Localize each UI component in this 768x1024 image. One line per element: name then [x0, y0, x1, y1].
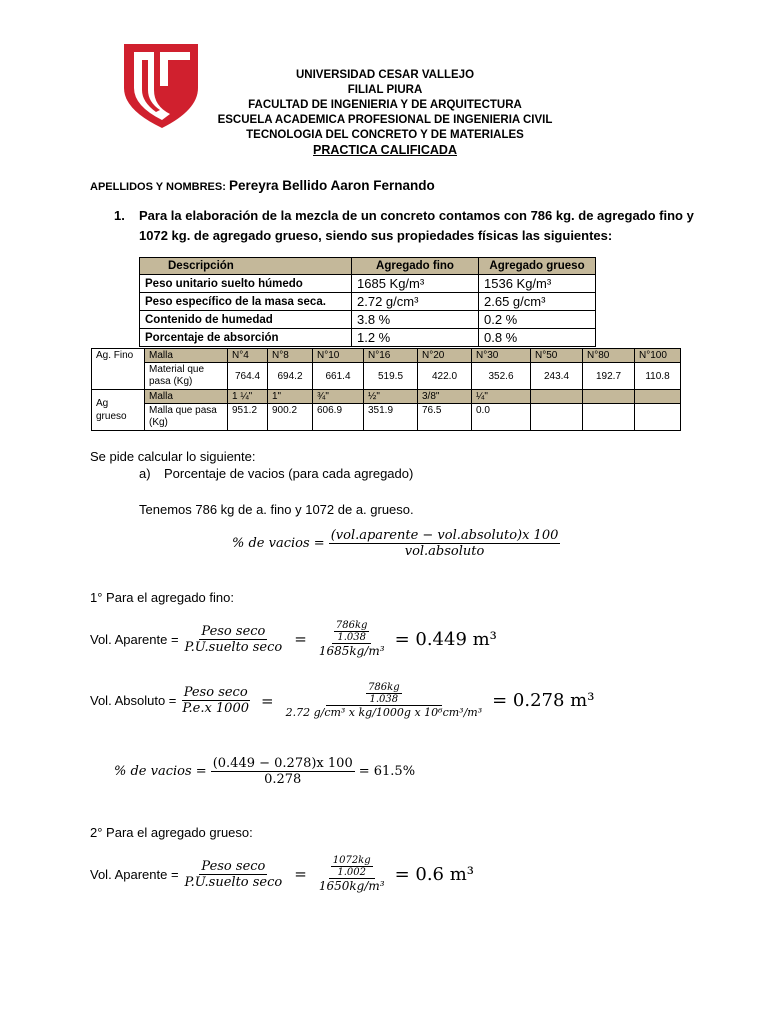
table-cell: 2.72 g/cm³	[352, 293, 479, 311]
formula-denominator: P.U.suelto seco	[184, 874, 283, 890]
table-cell: 0.2 %	[479, 311, 596, 329]
formula-denominator: 1650kg/m³	[318, 879, 385, 893]
formula-fraction	[329, 528, 561, 559]
table-header	[583, 390, 635, 404]
student-row	[90, 178, 435, 193]
table-header-row	[140, 258, 596, 275]
table-cell	[531, 404, 583, 431]
table-cell	[635, 404, 681, 431]
formula-fraction	[211, 756, 355, 787]
inner-denominator: 1.038	[337, 632, 366, 643]
formula-numerator: Peso seco	[183, 685, 248, 700]
request-text: Se pide calcular lo siguiente:	[90, 449, 256, 464]
table-cell: 519.5	[364, 363, 418, 390]
table-header: N°10	[313, 349, 364, 363]
formula-numerator: (vol.aparente − vol.absoluto)x 100	[330, 528, 559, 543]
properties-table	[139, 257, 596, 347]
table-cell: 0.8 %	[479, 329, 596, 347]
branch-name: FILIAL PIURA	[347, 84, 423, 96]
formula-numerator: Peso seco	[201, 858, 266, 874]
table-header: 3/8"	[418, 390, 472, 404]
formula-numerator	[326, 682, 442, 706]
table-cell: 1685 Kg/m³	[352, 275, 479, 293]
inner-fraction	[334, 620, 370, 643]
formula-denominator: P.U.suelto seco	[184, 639, 283, 655]
table-row	[140, 293, 596, 311]
item-a-letter: a)	[139, 466, 151, 481]
equals-sign: =	[261, 691, 274, 710]
table-header: ¾"	[313, 390, 364, 404]
sieve-table	[91, 348, 681, 431]
table-cell: Peso unitario suelto húmedo	[140, 275, 352, 293]
item-a-text: Porcentaje de vacios (para cada agregado)	[164, 466, 414, 481]
fino-vol-absoluto	[90, 682, 594, 719]
university-name: UNIVERSIDAD CESAR VALLEJO	[295, 69, 475, 81]
table-header: N°50	[531, 349, 583, 363]
inner-numerator: 1072kg	[332, 855, 371, 866]
table-header: ¼"	[472, 390, 531, 404]
table-header: ½"	[364, 390, 418, 404]
question-text-1: Para la elaboración de la mezcla de un concreto contamos con 786 kg. de agregado fino y	[139, 208, 694, 223]
fino-percent	[114, 756, 415, 787]
table-header: Malla	[145, 349, 228, 363]
table-row	[92, 404, 681, 431]
table-header: Descripción	[140, 258, 352, 275]
table-cell: 3.8 %	[352, 311, 479, 329]
student-name: Pereyra Bellido Aaron Fernando	[228, 178, 435, 193]
formula-denominator: 2.72 g/cm³ x kg/1000g x 10⁶cm³/m³	[285, 706, 483, 719]
question-text-2: 1072 kg. de agregado grueso, siendo sus propiedades físicas las siguientes:	[139, 228, 613, 243]
result: = 61.5%	[358, 764, 416, 779]
table-cell: 192.7	[583, 363, 635, 390]
formula-denominator: 0.278	[264, 772, 302, 787]
inner-denominator: 1.038	[369, 694, 399, 705]
table-cell: 1.2 %	[352, 329, 479, 347]
table-cell: 0.0	[472, 404, 531, 431]
table-cell: 951.2	[228, 404, 268, 431]
table-cell: Porcentaje de absorción	[140, 329, 352, 347]
table-cell: 764.4	[228, 363, 268, 390]
inner-fraction	[331, 855, 373, 878]
table-header: N°20	[418, 349, 472, 363]
table-cell: Contenido de humedad	[140, 311, 352, 329]
question-number: 1.	[114, 208, 125, 223]
inner-numerator: 786kg	[368, 682, 400, 693]
table-cell: 661.4	[313, 363, 364, 390]
grueso-heading: 2° Para el agregado grueso:	[90, 825, 253, 840]
formula-numerator	[329, 855, 375, 879]
table-cell: 110.8	[635, 363, 681, 390]
table-header: Malla	[145, 390, 228, 404]
vol-aparente-label: Vol. Aparente =	[90, 631, 179, 647]
table-cell: 900.2	[268, 404, 313, 431]
table-header: 1"	[268, 390, 313, 404]
table-cell: 2.65 g/cm³	[479, 293, 596, 311]
table-row	[92, 390, 681, 404]
table-header: N°4	[228, 349, 268, 363]
equals-sign: =	[294, 865, 307, 883]
table-cell: 606.9	[313, 404, 364, 431]
formula-fraction	[317, 620, 387, 658]
table-cell: Material que pasa (Kg)	[145, 363, 228, 390]
table-row	[92, 363, 681, 390]
table-cell: 422.0	[418, 363, 472, 390]
table-row	[140, 275, 596, 293]
vol-aparente-label: Vol. Aparente =	[90, 866, 179, 882]
fino-label: Ag. Fino	[92, 349, 145, 390]
table-cell: 352.6	[472, 363, 531, 390]
table-header: N°80	[583, 349, 635, 363]
faculty-name: FACULTAD DE INGENIERIA Y DE ARQUITECTURA	[248, 99, 522, 111]
table-header: N°100	[635, 349, 681, 363]
table-header: N°30	[472, 349, 531, 363]
table-cell: 76.5	[418, 404, 472, 431]
table-cell: Malla que pasa (Kg)	[145, 404, 228, 431]
result: = 0.449 m³	[394, 628, 497, 650]
formula-fraction	[180, 685, 251, 716]
grueso-label: Ag grueso	[92, 390, 145, 431]
vol-absoluto-label: Vol. Absoluto =	[90, 693, 177, 708]
formula-fraction	[284, 682, 485, 719]
table-header	[531, 390, 583, 404]
formula-fraction	[183, 859, 285, 890]
table-row	[92, 349, 681, 363]
table-cell: 694.2	[268, 363, 313, 390]
formula-denominator: vol.absoluto	[404, 544, 485, 559]
formula-denominator: P.e.x 1000	[182, 701, 249, 716]
formula-fraction	[317, 855, 387, 893]
given-text: Tenemos 786 kg de a. fino y 1072 de a. grueso.	[139, 502, 414, 517]
formula-numerator: Peso seco	[201, 623, 266, 639]
table-header: 1 ¼"	[228, 390, 268, 404]
table-row	[140, 329, 596, 347]
table-row	[140, 311, 596, 329]
equals-sign: =	[294, 630, 307, 648]
table-header: N°16	[364, 349, 418, 363]
formula-lhs: % de vacios =	[232, 536, 325, 551]
table-header	[635, 390, 681, 404]
table-cell	[583, 404, 635, 431]
page-title: PRACTICA CALIFICADA	[313, 143, 457, 157]
table-cell: 1536 Kg/m³	[479, 275, 596, 293]
formula-denominator: 1685kg/m³	[318, 644, 385, 658]
table-cell: 351.9	[364, 404, 418, 431]
inner-numerator: 786kg	[335, 620, 368, 631]
grueso-vol-aparente	[90, 855, 474, 893]
formula-lhs: % de vacios =	[114, 764, 207, 779]
formula-numerator	[332, 620, 372, 644]
course-name: TECNOLOGIA DEL CONCRETO Y DE MATERIALES	[246, 129, 524, 141]
table-header: Agregado fino	[352, 258, 479, 275]
table-cell: 243.4	[531, 363, 583, 390]
formula-numerator: (0.449 − 0.278)x 100	[212, 756, 353, 771]
fino-heading: 1° Para el agregado fino:	[90, 590, 234, 605]
table-header: Agregado grueso	[479, 258, 596, 275]
fino-vol-aparente	[90, 620, 497, 658]
table-cell: Peso específico de la masa seca.	[140, 293, 352, 311]
result: = 0.278 m³	[492, 690, 595, 711]
formula-fraction	[183, 624, 285, 655]
result: = 0.6 m³	[394, 863, 474, 885]
table-header: N°8	[268, 349, 313, 363]
student-label: APELLIDOS Y NOMBRES:	[90, 181, 226, 193]
school-name: ESCUELA ACADEMICA PROFESIONAL DE INGENIERIA CIVIL	[217, 114, 553, 126]
inner-denominator: 1.002	[337, 867, 367, 878]
inner-fraction	[366, 682, 402, 705]
percent-formula	[232, 528, 560, 559]
